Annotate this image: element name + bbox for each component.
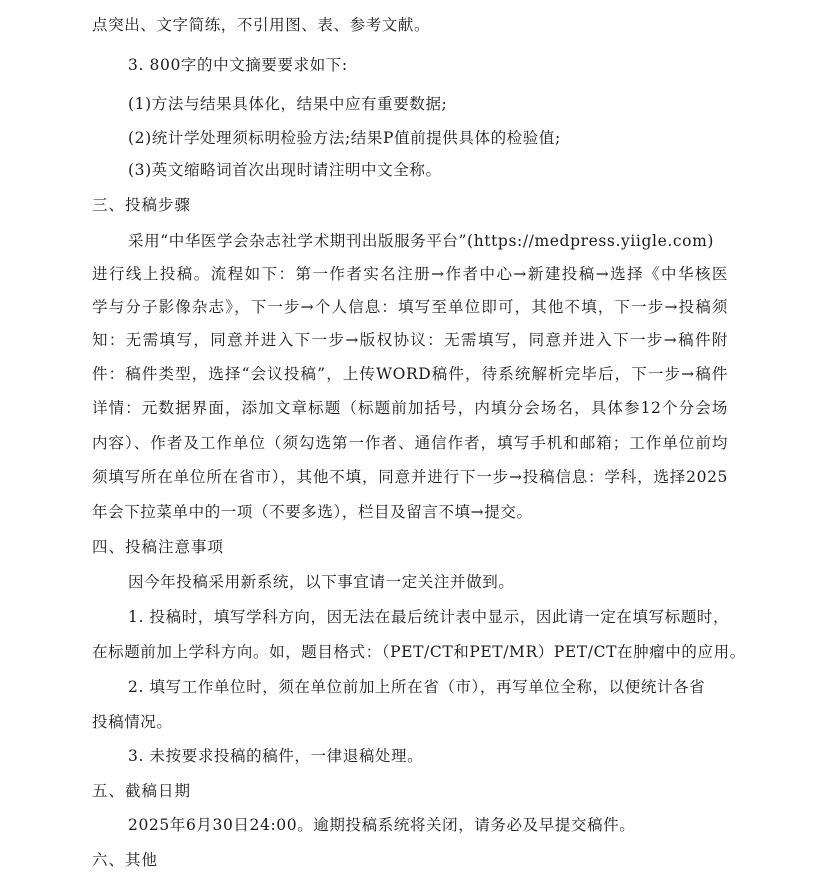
text-line: 件：稿件类型，选择“会议投稿”，上传WORD稿件，待系统解析完毕后，下一步→稿件 [92,365,728,383]
section-heading: 三、投稿步骤 [92,196,192,214]
text-line: 进行线上投稿。流程如下：第一作者实名注册→作者中心→新建投稿→选择《中华核医 [92,265,728,283]
text-line: 学与分子影像杂志》，下一步→个人信息：填写至单位即可，其他不填，下一步→投稿须 [92,298,728,316]
text-line: 内容）、作者及工作单位（须勾选第一作者、通信作者，填写手机和邮箱；工作单位前均 [92,434,728,452]
list-item: (3)英文缩略词首次出现时请注明中文全称。 [128,161,442,179]
list-item: 3. 未按要求投稿的稿件，一律退稿处理。 [128,747,424,765]
text-line: 点突出、文字简练，不引用图、表、参考文献。 [92,16,431,34]
list-item: 2. 填写工作单位时，须在单位前加上所在省（市），再写单位全称，以便统计各省 [128,678,706,696]
list-item: (2)统计学处理须标明检验方法;结果P值前提供具体的检验值; [128,129,561,147]
section-heading: 五、截稿日期 [92,782,192,800]
text-line: 详情：元数据界面，添加文章标题（标题前加括号，内填分会场名，具体参12个分会场 [92,399,728,417]
list-item: 3. 800字的中文摘要要求如下: [128,56,348,74]
text-line: 采用“中华医学会杂志社学术期刊出版服务平台”(https://medpress.yiigle.com) [128,232,715,250]
text-line: 因今年投稿采用新系统，以下事宜请一定关注并做到。 [128,573,515,591]
text-line: 投稿情况。 [92,713,173,731]
section-heading: 四、投稿注意事项 [92,538,225,556]
text-line: 2025年6月30日24:00。逾期投稿系统将关闭，请务必及早提交稿件。 [128,816,636,834]
text-line: 在标题前加上学科方向。如，题目格式：（PET/CT和PET/MR）PET/CT在肿瘤中的应用。 [92,643,746,661]
section-heading: 六、其他 [92,851,159,869]
text-line: 须填写所在单位所在省市），其他不填，同意并进行下一步→投稿信息：学科，选择2025 [92,468,728,486]
list-item: (1)方法与结果具体化，结果中应有重要数据; [128,95,448,113]
text-line: 知：无需填写，同意并进入下一步→版权协议：无需填写，同意并进入下一步→稿件附 [92,331,728,349]
text-line: 年会下拉菜单中的一项（不要多选），栏目及留言不填→提交。 [92,503,533,521]
list-item: 1. 投稿时，填写学科方向，因无法在最后统计表中显示，因此请一定在填写标题时， [128,608,730,626]
